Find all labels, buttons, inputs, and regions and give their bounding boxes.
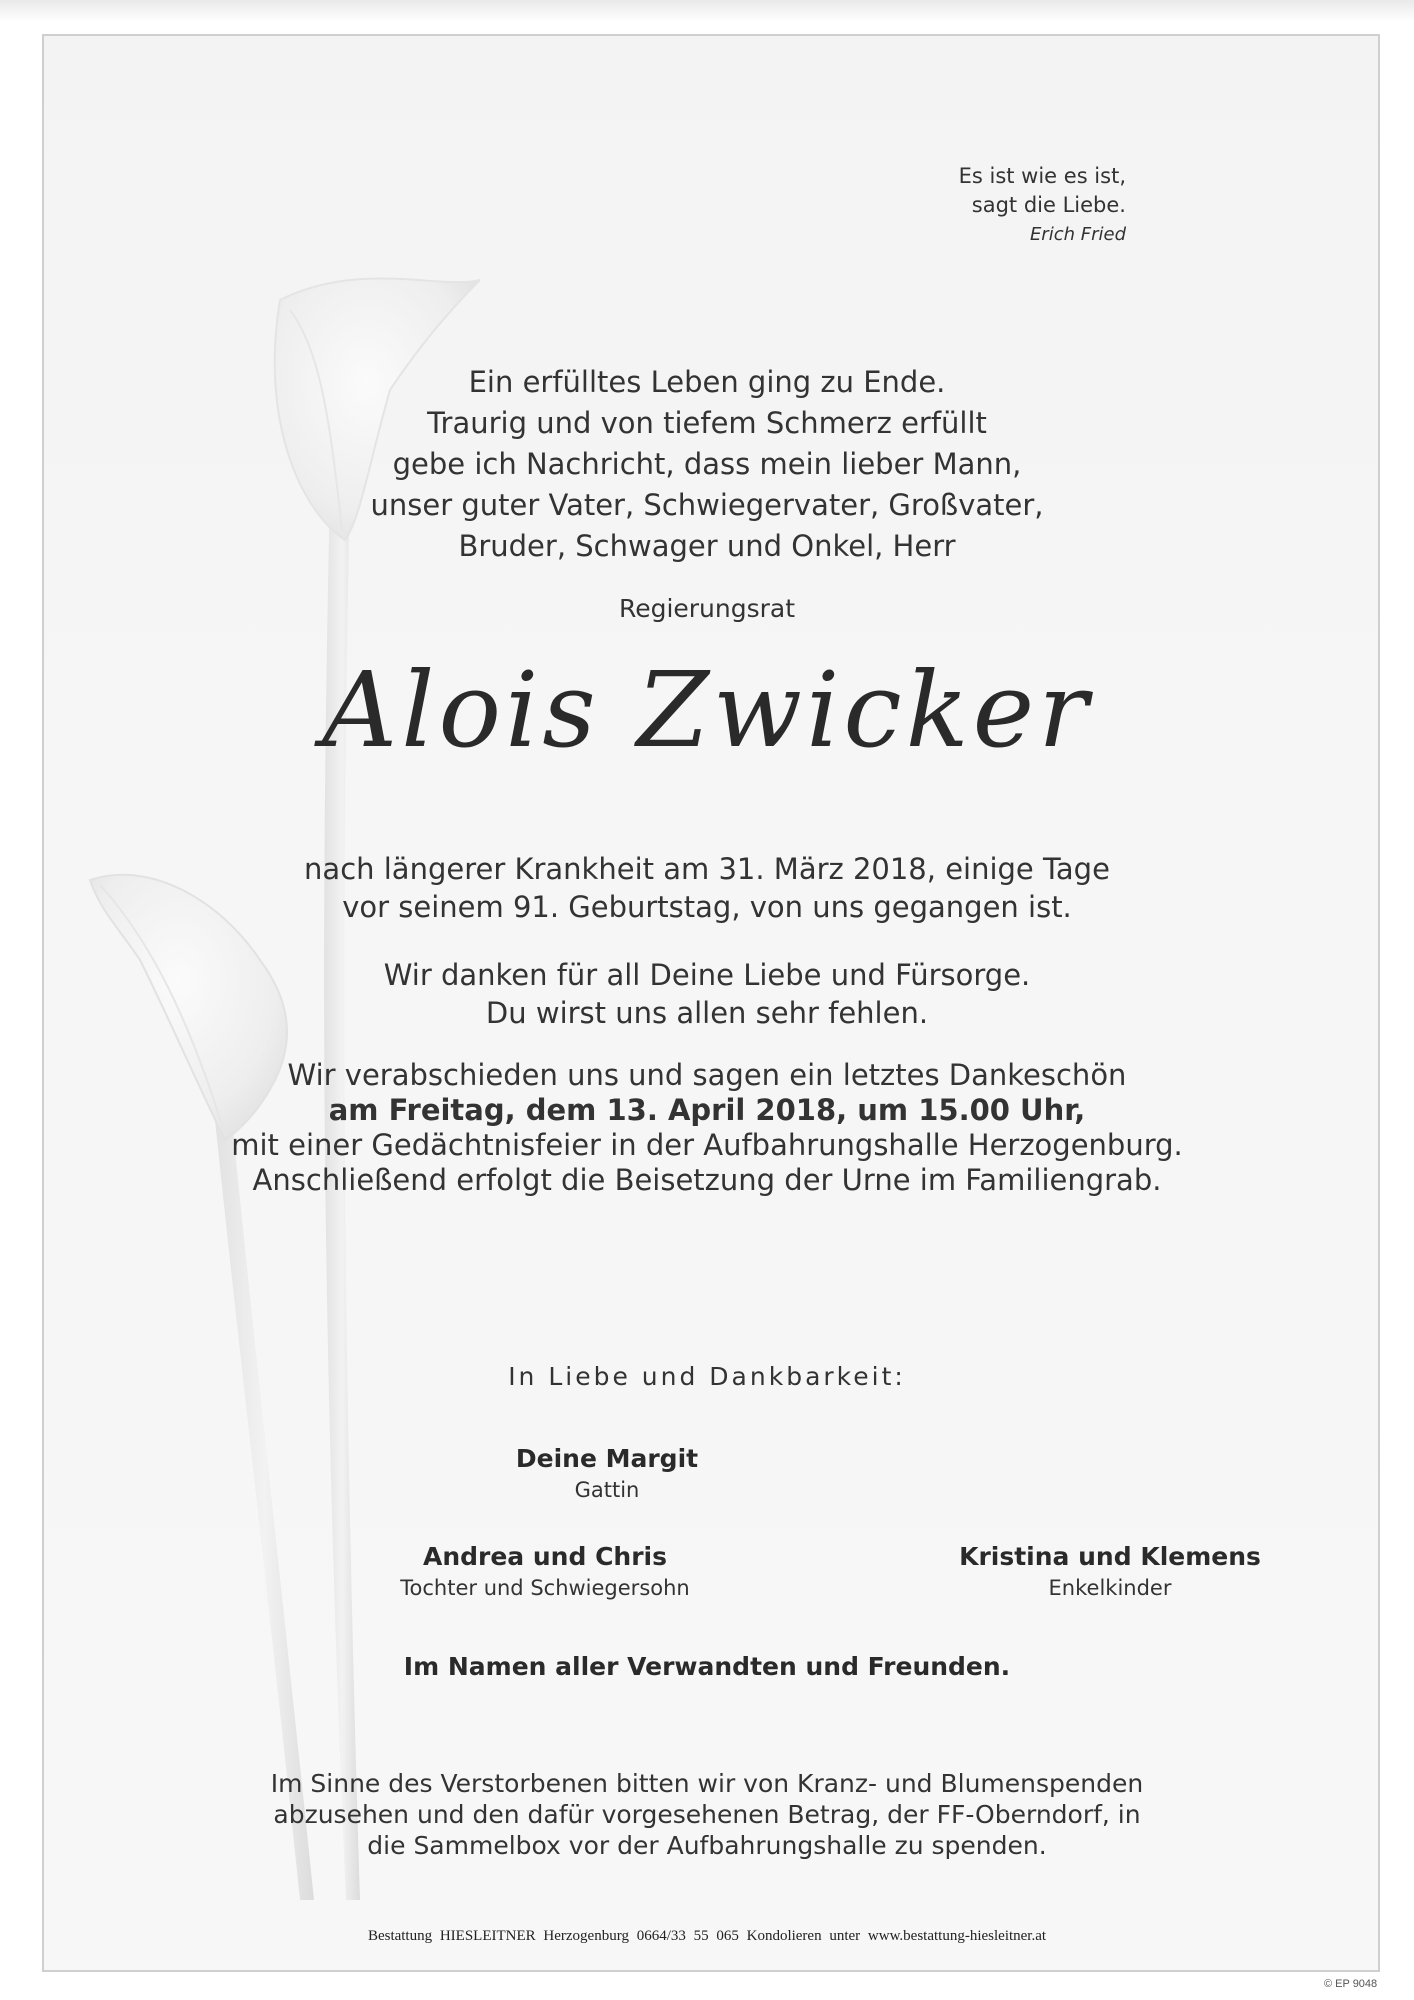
mourner-name: Andrea und Chris <box>422 1542 668 1571</box>
mourner-relation: Tochter und Schwiegersohn <box>400 1576 690 1600</box>
mourner-name: Deine Margit <box>515 1444 699 1473</box>
top-shadow <box>0 0 1414 22</box>
mourner-relation: Enkelkinder <box>1048 1576 1172 1600</box>
relatives-line: Im Namen aller Verwandten und Freunden. <box>403 1652 1011 1681</box>
gratitude-text <box>0 956 1414 1032</box>
mourner-spouse <box>397 1442 817 1504</box>
farewell-line: Wir verabschieden uns und sagen ein letztes Dankeschön <box>287 1058 1127 1092</box>
death-notice <box>0 850 1414 926</box>
gratitude-line: Wir danken für all Deine Liebe und Fürsorge. <box>383 958 1031 992</box>
intro-text <box>0 362 1414 567</box>
farewell-text <box>0 1058 1414 1198</box>
mourner-relation: Gattin <box>574 1478 640 1502</box>
intro-line: Traurig und von tiefem Schmerz erfüllt <box>427 406 987 440</box>
request-line: abzusehen und den dafür vorgesehenen Betrag, der FF-Oberndorf, in <box>273 1800 1141 1829</box>
quote-line: Es ist wie es ist, <box>958 164 1126 188</box>
epigraph-quote <box>900 162 1126 249</box>
farewell-date: am Freitag, dem 13. April 2018, um 15.00 Uhr, <box>328 1093 1086 1127</box>
mourner-name: Kristina und Klemens <box>959 1542 1261 1571</box>
print-code: © EP 9048 <box>1324 1978 1378 1990</box>
gratitude-line: Du wirst uns allen sehr fehlen. <box>485 996 929 1030</box>
quote-line: sagt die Liebe. <box>971 193 1126 217</box>
death-notice-line: nach längerer Krankheit am 31. März 2018, einige Tage <box>304 852 1110 886</box>
death-notice-line: vor seinem 91. Geburtstag, von uns gegangen ist. <box>342 890 1072 924</box>
intro-line: unser guter Vater, Schwiegervater, Großvater, <box>370 488 1044 522</box>
undertaker-footer: Bestattung HIESLEITNER Herzogenburg 0664/33 55 065 Kondolieren unter www.bestattung-hiesleitner.at <box>367 1928 1047 1944</box>
mourner-grandchildren <box>900 1540 1320 1602</box>
intro-line: Ein erfülltes Leben ging zu Ende. <box>468 365 946 399</box>
farewell-line: Anschließend erfolgt die Beisetzung der Urne im Familiengrab. <box>252 1163 1162 1197</box>
deceased-title: Regierungsrat <box>618 594 796 623</box>
donation-request <box>0 1768 1414 1861</box>
quote-author: Erich Fried <box>1029 224 1126 245</box>
farewell-line: mit einer Gedächtnisfeier in der Aufbahrungshalle Herzogenburg. <box>231 1128 1183 1162</box>
intro-line: gebe ich Nachricht, dass mein lieber Mann, <box>392 447 1022 481</box>
closing-line: In Liebe und Dankbarkeit: <box>508 1362 906 1391</box>
deceased-name: Alois Zwicker <box>322 649 1092 771</box>
mourner-daughter <box>315 1540 775 1602</box>
request-line: Im Sinne des Verstorbenen bitten wir von Kranz- und Blumenspenden <box>270 1769 1144 1798</box>
request-line: die Sammelbox vor der Aufbahrungshalle zu spenden. <box>367 1831 1047 1860</box>
intro-line: Bruder, Schwager und Onkel, Herr <box>458 529 956 563</box>
